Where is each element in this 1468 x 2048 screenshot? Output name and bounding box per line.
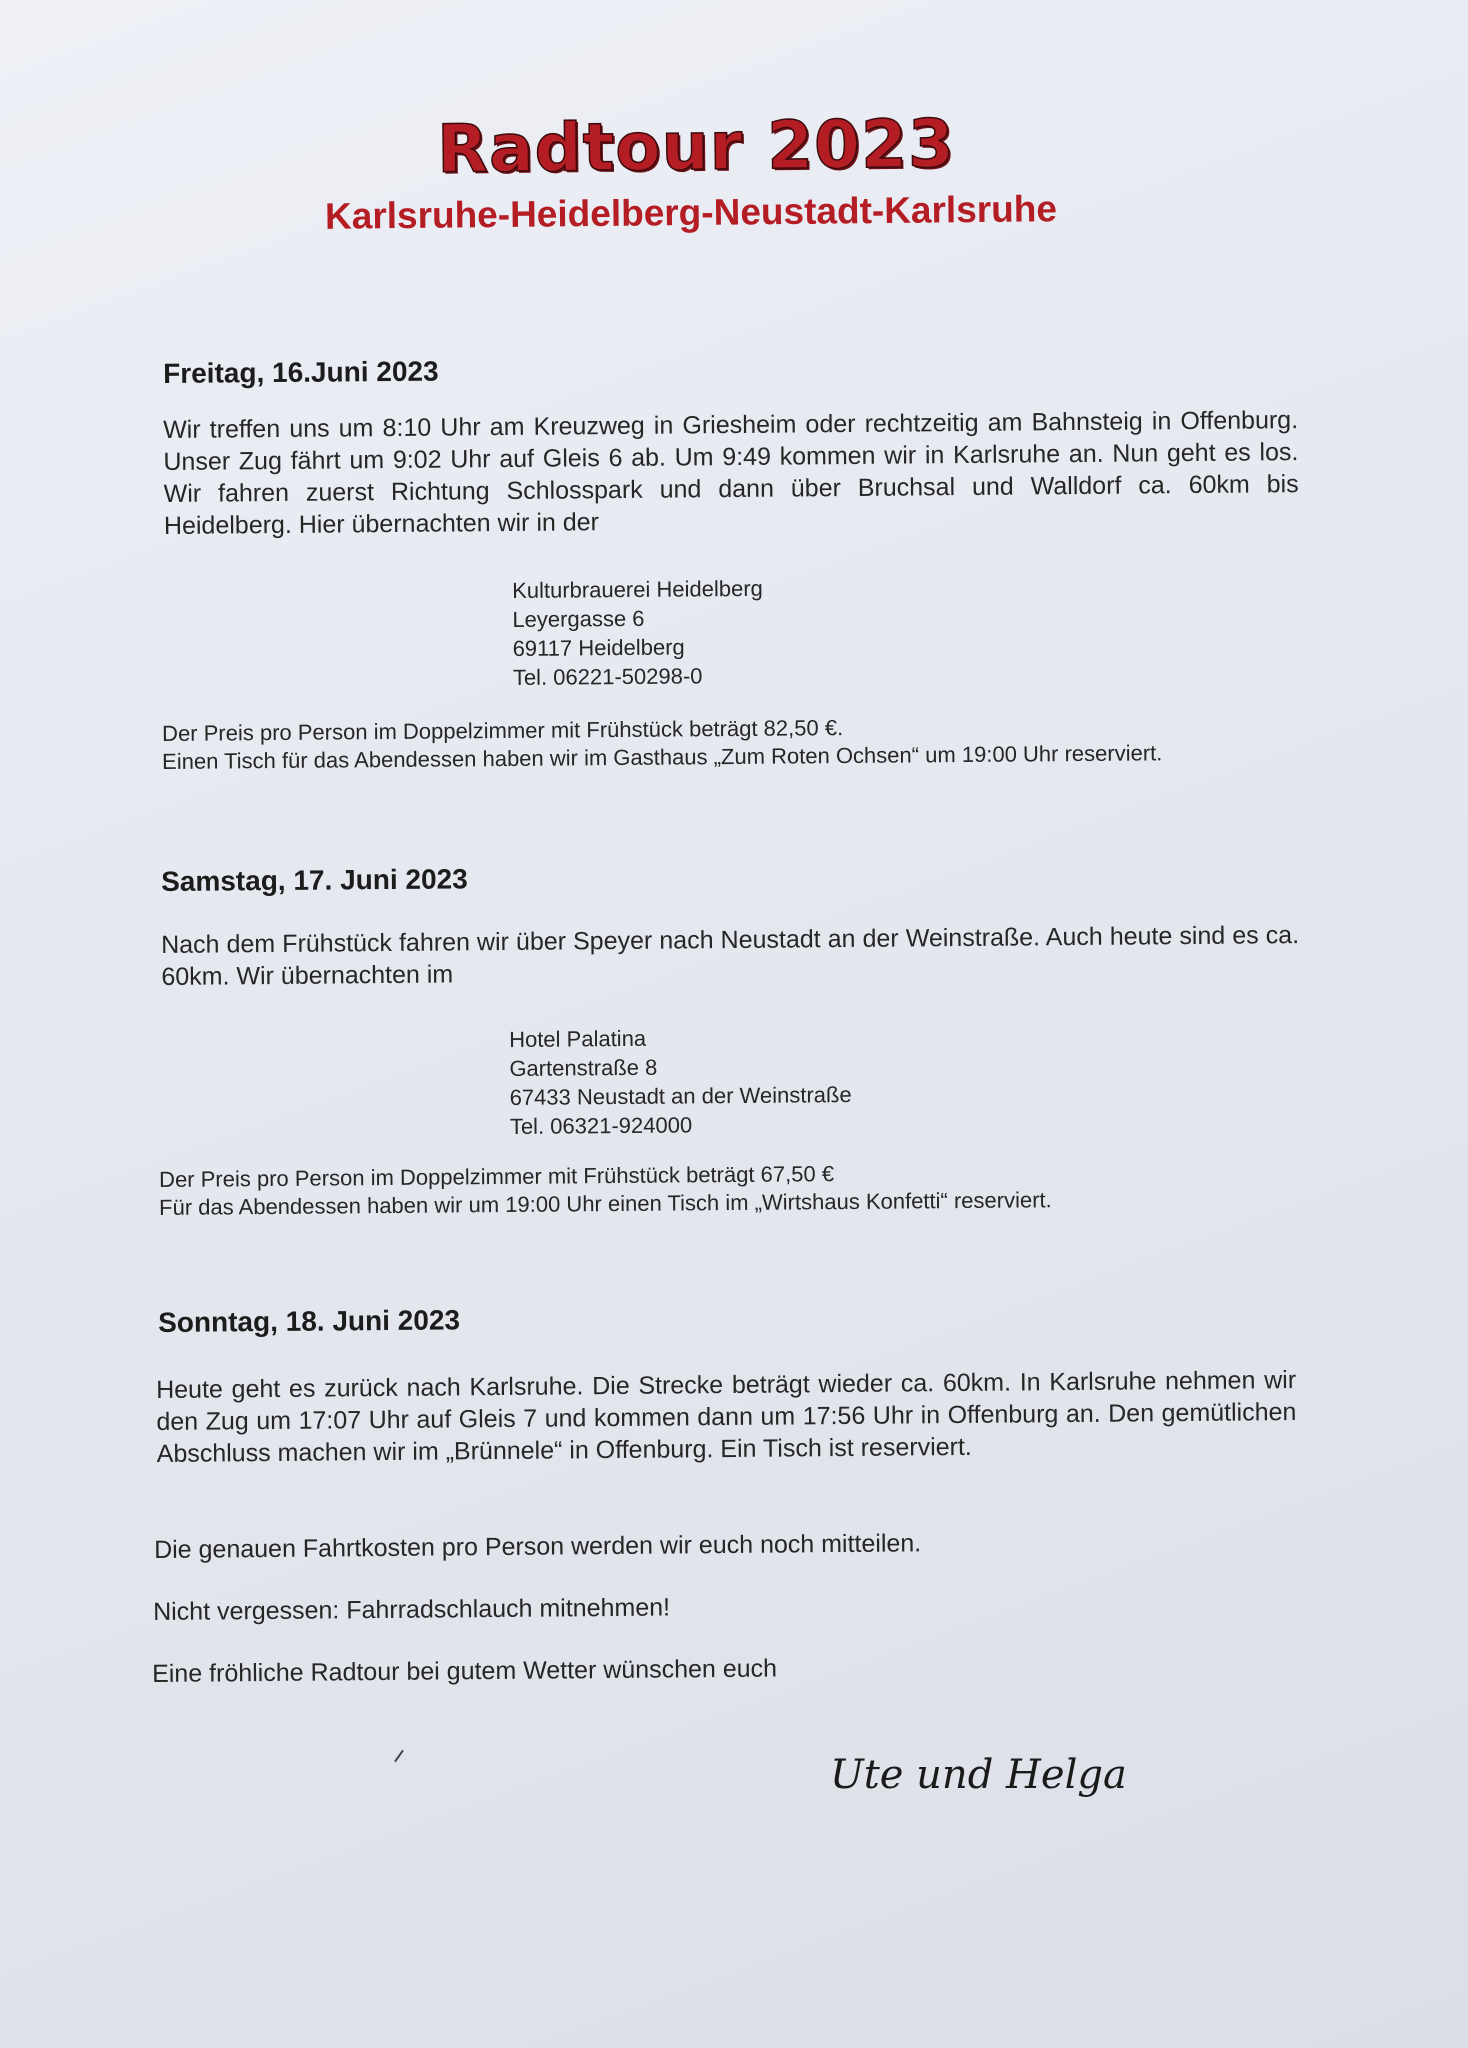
address-line: Leyergasse 6 bbox=[512, 605, 645, 632]
dinner-note-saturday: Für das Abendessen haben wir um 19:00 Uhr einen Tisch im „Wirtshaus Konfetti“ reserviert. bbox=[159, 1187, 1052, 1220]
pen-mark bbox=[394, 1750, 404, 1763]
page-subtitle: Karlsruhe-Heidelberg-Neustadt-Karlsruhe bbox=[324, 188, 1058, 237]
hotel-address-neustadt bbox=[509, 1022, 852, 1141]
address-line: Tel. 06221-50298-0 bbox=[512, 663, 703, 690]
address-line: Hotel Palatina bbox=[509, 1025, 647, 1052]
closing-costs: Die genauen Fahrtkosten pro Person werden wir euch noch mitteilen. bbox=[154, 1529, 922, 1564]
address-line: Kulturbrauerei Heidelberg bbox=[512, 575, 763, 603]
price-note-friday: Der Preis pro Person im Doppelzimmer mit Frühstück beträgt 82,50 €. bbox=[162, 715, 844, 746]
closing-reminder: Nicht vergessen: Fahrradschlauch mitnehmen! bbox=[153, 1593, 671, 1626]
hotel-address-heidelberg bbox=[512, 574, 764, 692]
day-text-saturday: Nach dem Frühstück fahren wir über Speyer nach Neustadt an der Weinstraße. Auch heute sind es ca. 60km. Wir übernachten im bbox=[161, 921, 1300, 991]
day-heading-sunday: Sonntag, 18. Juni 2023 bbox=[158, 1304, 461, 1338]
day-text-friday: Wir treffen uns um 8:10 Uhr am Kreuzweg in Griesheim oder rechtzeitig am Bahnsteig in Offenburg. Unser Zug fährt um 9:02 Uhr auf Gleis 6 ab. Um 9:49 kommen wir in Karlsruhe an. Nun geht es los. Wir fahren zuerst Richtung Schlosspark und dann über Bruchsal und Walldorf ca. 60km bis Heidelberg. Hier übernachten wir in der bbox=[163, 406, 1299, 540]
address-line: 67433 Neustadt an der Weinstraße bbox=[509, 1082, 852, 1110]
day-heading-friday: Freitag, 16.Juni 2023 bbox=[163, 355, 439, 389]
address-line: Gartenstraße 8 bbox=[509, 1054, 658, 1081]
day-heading-saturday: Samstag, 17. Juni 2023 bbox=[161, 863, 468, 897]
dinner-note-friday: Einen Tisch für das Abendessen haben wir im Gasthaus „Zum Roten Ochsen“ um 19:00 Uhr reserviert. bbox=[162, 740, 1163, 774]
page-title: Radtour 2023 bbox=[436, 105, 956, 188]
day-text-sunday: Heute geht es zurück nach Karlsruhe. Die Strecke beträgt wieder ca. 60km. In Karlsruhe nehmen wir den Zug um 17:07 Uhr auf Gleis 7 und kommen dann um 17:56 Uhr in Offenburg an. Den gemütlichen Abschluss machen wir im „Brünnele“ in Offenburg. Ein Tisch ist reserviert. bbox=[156, 1366, 1297, 1468]
address-line: 69117 Heidelberg bbox=[512, 634, 685, 661]
signature: Ute und Helga bbox=[830, 1752, 1127, 1798]
closing-wishes: Eine fröhliche Radtour bei gutem Wetter wünschen euch bbox=[152, 1654, 778, 1688]
price-note-saturday: Der Preis pro Person im Doppelzimmer mit Frühstück beträgt 67,50 € bbox=[159, 1161, 835, 1192]
address-line: Tel. 06321-924000 bbox=[509, 1112, 693, 1139]
